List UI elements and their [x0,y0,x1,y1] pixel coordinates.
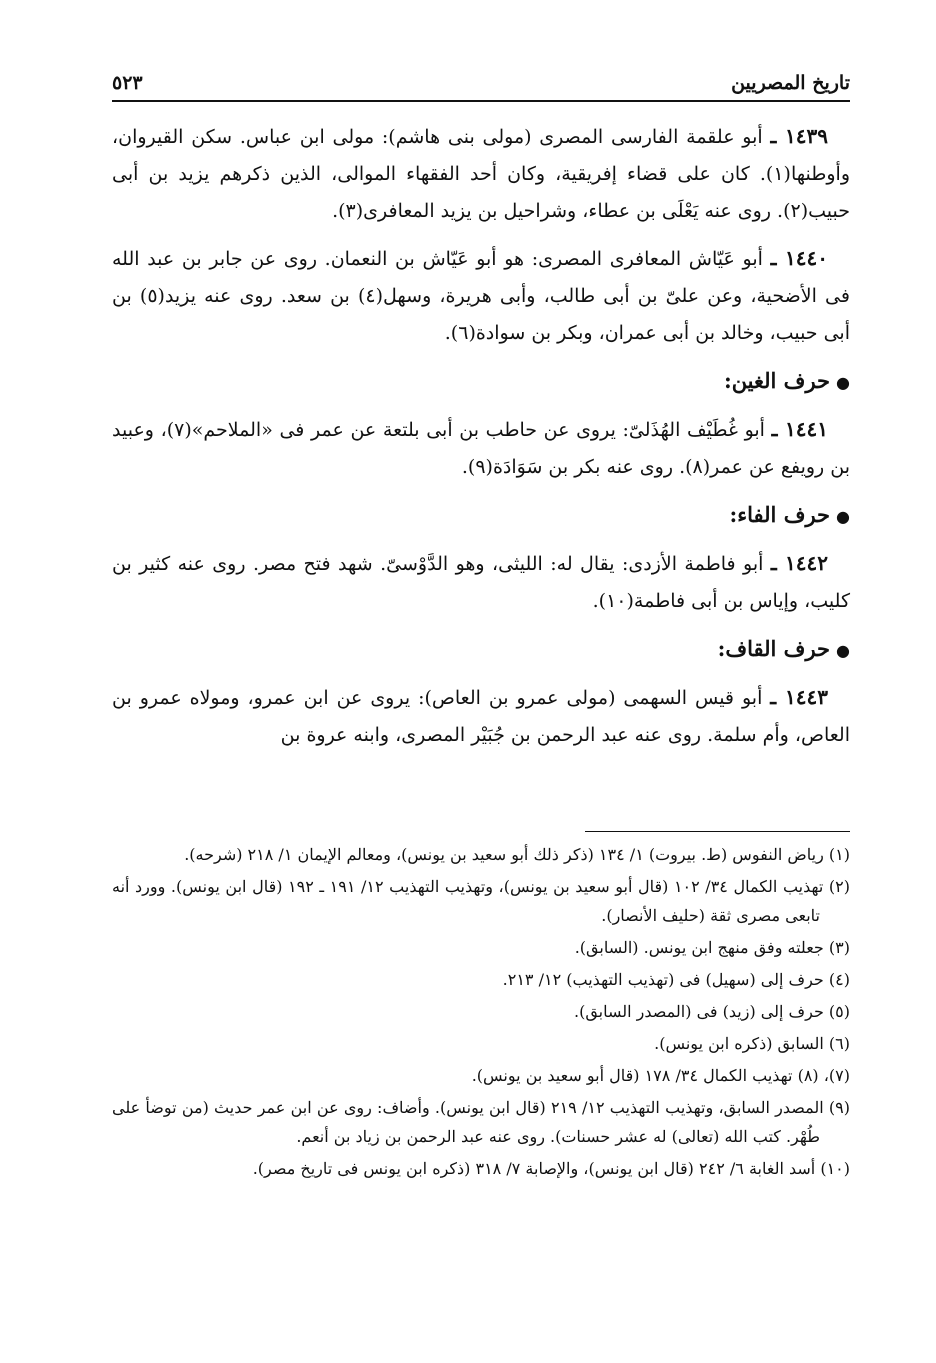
page-header [112,66,850,102]
running-title: تاريخ المصريين [731,72,850,94]
footnote-10: (١٠) أسد الغابة ٦/ ٢٤٢ (قال ابن يونس)، والإصابة ٧/ ٣١٨ (ذكره ابن يونس فى تاريخ مصر). [252,1159,850,1178]
entry-text: أبو قيس السهمى (مولى عمرو بن العاص): يروى عن ابن عمرو، ومولاه عمرو بن العاص، وأم سلمة. روى عنه عبد الرحمن بن جُبَيْر المصرى، وابنه عروة بن [112,687,850,746]
entry-1439 [112,118,850,230]
footnote-5: (٥) حرف إلى (زيد) فى (المصدر السابق). [573,1002,850,1021]
entry-1442 [112,545,850,620]
bullet-icon: ● [836,373,850,392]
entry-number: ١٤٤١ ـ [771,417,828,441]
entry-number: ١٤٣٩ ـ [770,124,828,148]
main-text [112,118,850,764]
footnote-4: (٤) حرف إلى (سهيل) فى (تهذيب التهذيب) ١٢/ ٢١٣. [502,970,850,989]
entry-text: أبو فاطمة الأزدى: يقال له: الليثى، وهو الدَّوْسىّ. شهد فتح مصر. روى عنه كثير بن كليب، وإياس بن أبى فاطمة(١٠). [112,553,850,612]
footnote-divider [585,831,850,832]
entry-1440 [112,240,850,352]
entry-text: أبو غُطَيْف الهُذَلىّ: يروى عن حاطب بن أبى بلتعة عن عمر فى «الملاحم»(٧)، وعبيد بن رويفع عن عمر(٨). روى عنه بكر بن سَوَادَة(٩). [112,419,850,478]
entry-text: أبو عَيّاش المعافرى المصرى: هو أبو عَيّاش بن النعمان. روى عن جابر بن عبد الله فى الأضحية، وعن علىّ بن أبى طالب، وأبى هريرة، وسهل(٤) بن سعد. روى عنه يزيد(٥) بن أبى حبيب، وخالد بن أبى عمران، وبكر بن سوادة(٦). [112,248,850,344]
bullet-icon: ● [836,641,850,660]
footnote-9: (٩) المصدر السابق، وتهذيب التهذيب ١٢/ ٢١٩ (قال ابن يونس). وأضاف: روى عن ابن عمر حديث (من توضأ على طُهْر. كتب الله (تعالى) له عشر حسنات). روى عنه عبد الرحمن بن زياد بن أنعم. [112,1098,851,1146]
footnotes [112,840,850,1186]
section-heading-ghain: ●حرف الغين: [723,368,850,393]
section-heading-fa: ●حرف الفاء: [729,502,850,527]
footnote-3: (٣) جعلته وفق منهج ابن يونس. (السابق). [574,938,850,957]
footnote-7-8: (٧)، (٨) تهذيب الكمال ٣٤/ ١٧٨ (قال أبو سعيد بن يونس). [471,1066,850,1085]
footnote-1: (١) رياض النفوس (ط. بيروت) ١/ ١٣٤ (ذكر ذلك أبو سعيد بن يونس)، ومعالم الإيمان ١/ ٢١٨ (شرحه). [184,845,850,864]
footnote-2: (٢) تهذيب الكمال ٣٤/ ١٠٢ (قال أبو سعيد بن يونس)، وتهذيب التهذيب ١٢/ ١٩١ ـ ١٩٢ (قال ابن يونس). وورد أنه تابعى مصرى ثقة (حليف الأنصار). [112,877,851,925]
entry-number: ١٤٤٠ ـ [770,246,828,270]
page-number: ٥٢٣ [112,72,143,94]
bullet-icon: ● [836,507,850,526]
entry-number: ١٤٤٢ ـ [770,551,829,575]
footnote-6: (٦) السابق (ذكره ابن يونس). [654,1034,850,1053]
entry-number: ١٤٤٣ ـ [770,685,828,709]
entry-1443 [112,679,850,754]
entry-1441 [112,411,850,486]
entry-text: أبو علقمة الفارسى المصرى (مولى بنى هاشم): مولى ابن عباس. سكن القيروان، وأوطنها(١). كان على قضاء إفريقية، وكان أحد الفقهاء الموالى، الذين ذكرهم يزيد بن أبى حبيب(٢). روى عنه يَعْلَى بن عطاء، وشراحيل بن يزيد المعافرى(٣). [112,126,850,222]
section-heading-qaf: ●حرف القاف: [717,636,850,661]
